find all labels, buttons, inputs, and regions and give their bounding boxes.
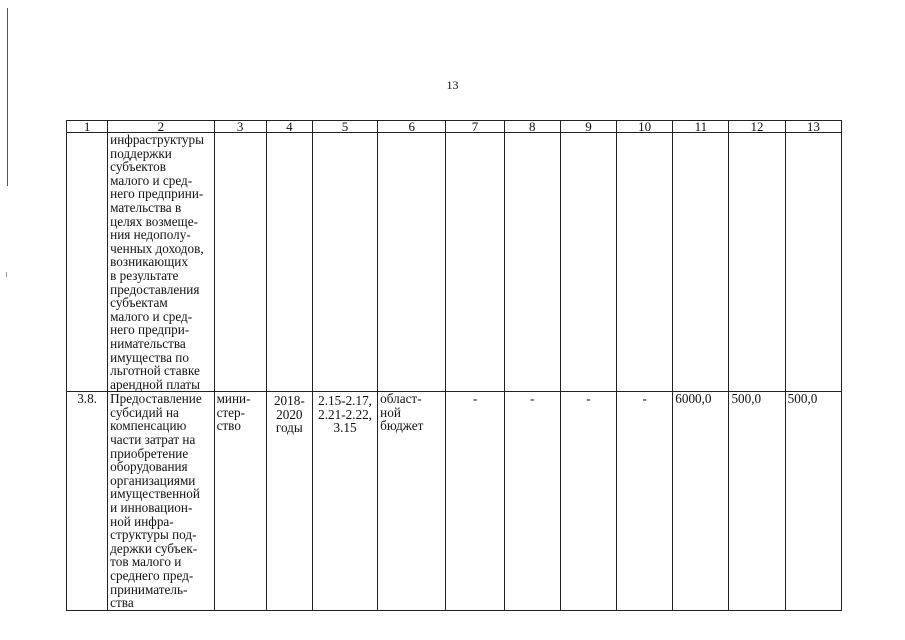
column-number: 11 bbox=[673, 121, 729, 133]
column-number: 4 bbox=[266, 121, 312, 133]
description-line: компенсацию bbox=[110, 418, 187, 434]
table-row-continuation bbox=[67, 133, 842, 392]
description-line: имущественной bbox=[110, 486, 200, 502]
column-number: 1 bbox=[67, 121, 108, 133]
description-line: организациями bbox=[110, 472, 196, 488]
description-line: инфраструктуры bbox=[110, 132, 204, 147]
description-line: нимательства bbox=[110, 335, 186, 351]
program-table bbox=[66, 120, 842, 611]
description-line: малого и сред- bbox=[110, 308, 193, 324]
funding-source-line: област- bbox=[380, 391, 422, 407]
column-number: 8 bbox=[504, 121, 560, 133]
indicators-line: 2.21-2.22, bbox=[318, 406, 372, 422]
description-line: части затрат на bbox=[110, 432, 196, 448]
description-line: малого и сред- bbox=[110, 172, 193, 188]
column-number: 2 bbox=[108, 121, 214, 133]
description-line: приниматель- bbox=[110, 581, 188, 597]
indicators-line: 2.15-2.17, bbox=[318, 393, 372, 409]
value-cell-col7: - bbox=[446, 392, 504, 611]
column-numbers-row bbox=[67, 121, 842, 133]
description-line: субъектов bbox=[110, 159, 166, 175]
column-number: 7 bbox=[446, 121, 504, 133]
indicators-cell bbox=[312, 392, 377, 611]
funding-source-cell bbox=[378, 392, 446, 611]
empty-cell bbox=[785, 133, 841, 392]
executor-line: ство bbox=[216, 418, 241, 434]
description-line: него предприни- bbox=[110, 186, 204, 202]
funding-source-line: ной bbox=[380, 404, 401, 420]
description-line: ной инфра- bbox=[110, 513, 174, 529]
empty-cell bbox=[266, 133, 312, 392]
description-line: имущества по bbox=[110, 349, 189, 365]
executor-line: мини- bbox=[216, 391, 251, 407]
empty-cell bbox=[312, 133, 377, 392]
description-line: приобретение bbox=[110, 445, 189, 461]
description-line: Предоставление bbox=[110, 391, 202, 407]
description-cell bbox=[108, 392, 214, 611]
period-line: годы bbox=[275, 420, 303, 436]
description-line: ния недополу- bbox=[110, 227, 191, 243]
description-line: оборудования bbox=[110, 459, 188, 475]
value-cell-col10: - bbox=[617, 392, 673, 611]
column-number: 9 bbox=[560, 121, 616, 133]
column-number: 13 bbox=[785, 121, 841, 133]
period-cell bbox=[266, 392, 312, 611]
description-line: в результате bbox=[110, 267, 179, 283]
description-line: среднего пред- bbox=[110, 568, 194, 583]
description-line: поддержки bbox=[110, 145, 172, 161]
period-line: 2018- bbox=[273, 393, 305, 409]
description-line: него предпри- bbox=[110, 322, 190, 338]
empty-cell bbox=[560, 133, 616, 392]
description-cell bbox=[108, 133, 214, 392]
left-margin-mark bbox=[6, 272, 7, 277]
column-number: 5 bbox=[312, 121, 377, 133]
executor-cell bbox=[214, 392, 266, 611]
empty-cell bbox=[673, 133, 729, 392]
empty-cell bbox=[617, 133, 673, 392]
column-number: 12 bbox=[729, 121, 785, 133]
value-cell-col12: 500,0 bbox=[729, 392, 785, 611]
indicators-line: 3.15 bbox=[333, 420, 357, 436]
description-line: целях возмеще- bbox=[110, 213, 198, 229]
description-line: мательства в bbox=[110, 199, 182, 215]
value-cell-col13: 500,0 bbox=[785, 392, 841, 611]
value-cell-col11: 6000,0 bbox=[673, 392, 729, 611]
description-line: и инновацион- bbox=[110, 500, 193, 516]
table-row-3-8 bbox=[67, 392, 842, 611]
description-line: возникающих bbox=[110, 254, 188, 270]
description-line: льготной ставке bbox=[110, 363, 200, 379]
description-line: ства bbox=[110, 595, 134, 611]
column-number: 6 bbox=[378, 121, 446, 133]
description-line: арендной платы bbox=[110, 376, 201, 392]
empty-cell bbox=[378, 133, 446, 392]
description-line: субсидий на bbox=[110, 404, 179, 420]
page-number: 13 bbox=[446, 78, 459, 92]
left-margin-line bbox=[7, 8, 8, 186]
description-line: субъектам bbox=[110, 295, 168, 311]
value-cell-col8: - bbox=[504, 392, 560, 611]
column-number: 10 bbox=[617, 121, 673, 133]
funding-source-line: бюджет bbox=[380, 418, 424, 434]
description-line: ченных доходов, bbox=[110, 240, 204, 256]
value-cell-col9: - bbox=[560, 392, 616, 611]
empty-cell bbox=[446, 133, 504, 392]
period-line: 2020 bbox=[276, 406, 303, 422]
description-line: предоставления bbox=[110, 281, 200, 297]
row-number-cell: 3.8. bbox=[67, 392, 108, 611]
executor-line: стер- bbox=[216, 404, 246, 420]
empty-cell bbox=[214, 133, 266, 392]
row-number-cell bbox=[67, 133, 108, 392]
empty-cell bbox=[504, 133, 560, 392]
column-number: 3 bbox=[214, 121, 266, 133]
description-line: тов малого и bbox=[110, 554, 182, 570]
description-line: структуры под- bbox=[110, 527, 197, 543]
empty-cell bbox=[729, 133, 785, 392]
description-line: держки субъек- bbox=[110, 540, 198, 556]
